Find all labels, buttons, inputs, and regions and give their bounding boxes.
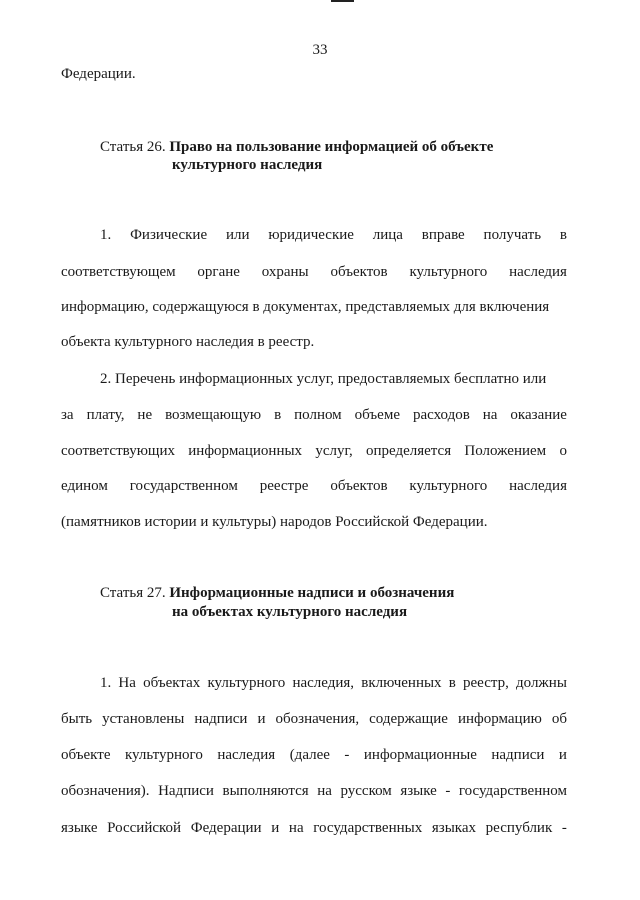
word: культурного <box>124 747 203 763</box>
word: реестре <box>259 478 309 494</box>
word: в <box>559 227 567 243</box>
word: Надписи <box>158 783 214 799</box>
article-27-para1-line3 <box>61 745 567 765</box>
word: полном <box>294 407 342 423</box>
page-number: 33 <box>312 42 328 58</box>
article-27-heading <box>100 583 454 603</box>
word: Положением <box>464 443 547 459</box>
word: не <box>137 407 153 423</box>
word: обозначения, <box>275 711 360 727</box>
word: объекте <box>61 747 111 763</box>
word: быть <box>61 711 93 727</box>
word: надписи <box>491 747 545 763</box>
word: на <box>317 783 332 799</box>
article-26-title-line1: Право на пользование информацией об объекте <box>169 139 494 155</box>
word: объектов <box>330 478 388 494</box>
continuation-text: Федерации. <box>61 66 136 82</box>
word: Физические <box>130 227 208 243</box>
word: содержащие <box>369 711 448 727</box>
word: об <box>551 711 567 727</box>
word: наследия, <box>292 675 355 691</box>
word: культурного <box>409 478 488 494</box>
article-26-para1-line1 <box>100 225 567 245</box>
article-27-title-line1: Информационные надписи и обозначения <box>169 585 455 601</box>
article-26-para1-line3: информацию, содержащуюся в документах, представляемых для включения <box>61 299 550 315</box>
word: республик <box>485 820 553 836</box>
article-27-title-line2: на объектах культурного наследия <box>172 604 408 620</box>
word: информационные <box>363 747 477 763</box>
page-top-mark <box>331 0 354 2</box>
word: органе <box>197 264 240 280</box>
word: в <box>274 407 282 423</box>
word: или <box>225 227 250 243</box>
word: языках <box>431 820 477 836</box>
word: о <box>559 443 567 459</box>
word: плату, <box>86 407 125 423</box>
word: на <box>288 820 304 836</box>
word: юридические <box>268 227 354 243</box>
word: русском <box>340 783 392 799</box>
word: Федерации <box>190 820 262 836</box>
article-26-para2-line1: 2. Перечень информационных услуг, предоставляемых бесплатно или <box>100 371 547 387</box>
word: наследия <box>509 264 567 280</box>
word: объеме <box>354 407 400 423</box>
word: - <box>445 783 451 799</box>
word: на <box>482 407 498 423</box>
article-26-para2-line5: (памятников истории и культуры) народов Российской Федерации. <box>61 514 488 530</box>
word: информацию <box>457 711 542 727</box>
word: объектов <box>330 264 388 280</box>
word: обозначения). <box>61 783 150 799</box>
word: информационных <box>188 443 303 459</box>
word: На <box>118 675 136 691</box>
word: включенных <box>361 675 442 691</box>
word: и <box>257 711 266 727</box>
word: услуг, <box>315 443 353 459</box>
word: и <box>558 747 567 763</box>
article-27-para1-line5 <box>61 818 567 838</box>
article-26-para1-line4: объекта культурного наследия в реестр. <box>61 334 315 350</box>
word: соответствующих <box>61 443 175 459</box>
word: лица <box>372 227 403 243</box>
word: 1. <box>100 227 112 243</box>
word: наследия <box>217 747 276 763</box>
word: оказание <box>510 407 567 423</box>
word: реестр, <box>463 675 509 691</box>
article-26-para2-line4 <box>61 476 567 496</box>
article-26-para1-line2 <box>61 262 567 282</box>
article-26-prefix: Статья 26. <box>100 139 166 155</box>
word: в <box>448 675 456 691</box>
article-27-para1-line2 <box>61 709 567 729</box>
word: и <box>271 820 280 836</box>
article-26-heading <box>100 137 493 157</box>
word: культурного <box>409 264 488 280</box>
word: надписи <box>194 711 248 727</box>
word: объектах <box>143 675 201 691</box>
word: за <box>61 407 74 423</box>
word: Российской <box>107 820 182 836</box>
word: (далее <box>289 747 330 763</box>
word: вправе <box>421 227 465 243</box>
word: государственном <box>129 478 238 494</box>
word: определяется <box>365 443 452 459</box>
word: наследия <box>509 478 567 494</box>
word: языке <box>400 783 437 799</box>
word: должны <box>516 675 567 691</box>
word: соответствующем <box>61 264 176 280</box>
article-26-title-line2: культурного наследия <box>172 157 323 173</box>
word: расходов <box>412 407 470 423</box>
word: - <box>344 747 350 763</box>
word: 1. <box>100 675 112 691</box>
article-27-prefix: Статья 27. <box>100 585 166 601</box>
word: охраны <box>261 264 309 280</box>
article-27-para1-line4 <box>61 781 567 801</box>
word: - <box>561 820 567 836</box>
article-26-para2-line2 <box>61 405 567 425</box>
word: получать <box>483 227 542 243</box>
word: возмещающую <box>165 407 262 423</box>
word: культурного <box>207 675 286 691</box>
word: выполняются <box>222 783 309 799</box>
word: государственных <box>313 820 423 836</box>
word: языке <box>61 820 98 836</box>
article-27-para1-line1 <box>100 673 567 693</box>
article-26-para2-line3 <box>61 441 567 461</box>
word: государственном <box>458 783 567 799</box>
word: едином <box>61 478 108 494</box>
word: установлены <box>102 711 185 727</box>
